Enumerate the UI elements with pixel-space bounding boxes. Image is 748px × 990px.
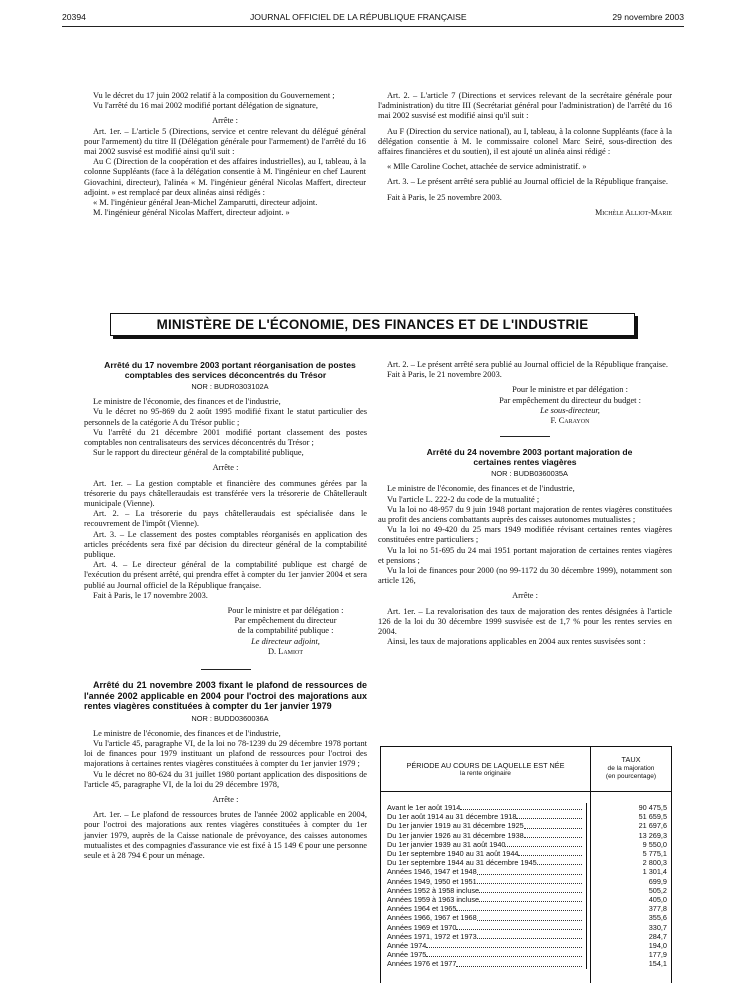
paragraph: Vu la loi no 48-957 du 9 juin 1948 portant majoration de rentes viagères constituées au profit des anciens combattants auprès des caisses autonomes mutualistes ;	[378, 504, 672, 525]
signature-line: de la comptabilité publique :	[237, 626, 334, 636]
signature-line: Par empêchement du directeur	[234, 616, 337, 626]
period-label: Années 1971, 1972 et 1973	[387, 931, 477, 941]
leader-dots	[477, 932, 582, 939]
table-row	[387, 959, 582, 968]
leader-dots	[460, 803, 582, 810]
period-cell	[387, 867, 582, 876]
journal-title: JOURNAL OFFICIEL DE LA RÉPUBLIQUE FRANÇAISE	[250, 12, 467, 22]
article-4: Art. 4. – Le directeur général de la comptabilité publique est chargé de l'exécution du présent arrêté, qui prendra effet à compter du 1er janvier 2004 et sera publié au Journal officiel de la République française.	[84, 560, 367, 590]
rate-header-title: TAUX	[621, 755, 641, 765]
rate-cell: 177,9	[648, 950, 667, 960]
ministry-title: MINISTÈRE DE L'ÉCONOMIE, DES FINANCES ET DE L'INDUSTRIE	[156, 317, 589, 332]
period-cell	[387, 950, 582, 959]
nor-reference: NOR : BUDR0303102A	[191, 382, 269, 391]
leader-dots	[477, 913, 582, 920]
table-row	[387, 904, 582, 913]
paragraph: Vu la loi no 51-695 du 24 mai 1951 portant majoration de certaines rentes viagères et pensions ;	[378, 545, 672, 565]
paragraph: Le ministre de l'économie, des finances et de l'industrie,	[387, 484, 575, 494]
signature-block	[468, 385, 672, 426]
table-row	[587, 821, 667, 830]
leader-dots	[456, 923, 582, 930]
table-row	[387, 886, 582, 895]
arrete-title: Arrêté du 21 novembre 2003 fixant le plafond de ressources de l'année 2002 applicable en 2004 pour l'octroi des majorations aux rentes viagères constituées à compter du 1er janvier 1979	[84, 680, 367, 712]
table-row	[387, 923, 582, 932]
period-cell	[387, 858, 582, 867]
section-divider	[500, 436, 550, 437]
period-label: Années 1969 et 1970	[387, 922, 457, 932]
period-cell	[387, 932, 582, 941]
paragraph: M. l'ingénieur général Nicolas Maffert, directeur adjoint. »	[93, 208, 290, 218]
period-cell	[387, 959, 582, 968]
table-row	[587, 895, 667, 904]
top-right-column	[378, 91, 672, 218]
table-row	[387, 941, 582, 950]
table-row	[587, 840, 667, 849]
table-row	[387, 803, 582, 812]
article-1: Art. 1er. – L'article 5 (Directions, service et centre relevant du délégué général pour l'armement) du titre II (Délégation générale pour l'armement) de l'arrêté du 16 mai 2002 susvisé est modifié ainsi qu'il suit :	[84, 126, 366, 157]
signature-line: Par empêchement du directeur du budget :	[499, 395, 641, 405]
paragraph: Vu l'article 45, paragraphe VI, de la loi no 78-1239 du 29 décembre 1978 portant loi de finances pour 1979 instituant un plafond de ressources pour l'octroi des majorations à certaines rentes viagères constituées à compter du 1er janvier 1979 ;	[84, 738, 367, 769]
article-2: Art. 2. – La trésorerie du pays châtelleraudais est spécialisée dans le recouvrement de l'impôt (Vienne).	[84, 509, 367, 529]
arrete-title: Arrêté du 24 novembre 2003 portant majoration de certaines rentes viagères	[426, 447, 633, 468]
period-cell	[387, 840, 582, 849]
nor-reference: NOR : BUDB0360035A	[491, 469, 568, 479]
period-label: Années 1964 et 1965	[387, 904, 457, 914]
table-row	[587, 858, 667, 867]
leader-dots	[477, 877, 582, 884]
paragraph: Vu l'arrêté du 16 mai 2002 modifié portant délégation de signature,	[93, 101, 318, 111]
paragraph: Vu la loi no 49-420 du 25 mars 1949 modifiée révisant certaines rentes viagères constituées entre particuliers ;	[378, 525, 672, 545]
table-row	[587, 886, 667, 895]
period-cell	[387, 831, 582, 840]
table-row	[587, 941, 667, 950]
period-label: Avant le 1er août 1914	[387, 803, 461, 812]
nor-reference: NOR : BUDD0360036A	[191, 713, 269, 723]
period-label: Du 1er janvier 1939 au 31 août 1940	[387, 839, 506, 849]
paragraph: Fait à Paris, le 21 novembre 2003.	[387, 370, 502, 380]
bottom-left-column	[84, 360, 367, 861]
rate-cell: 51 659,5	[638, 812, 667, 822]
ministry-banner	[110, 313, 635, 336]
rate-cell: 194,0	[648, 941, 667, 951]
rate-cell: 699,9	[648, 876, 667, 886]
rate-column	[587, 803, 671, 969]
issue-date: 29 novembre 2003	[612, 12, 684, 22]
table-column-rule	[590, 791, 591, 983]
page-header	[62, 12, 684, 24]
rates-table-header	[381, 747, 671, 792]
paragraph: Au C (Direction de la coopération et des affaires industrielles), au I, tableau, à la colonne Suppléants (face à la délégation consentie à M. l'ingénieur en chef Laurent Giovachini, directeur), l'alinéa « M. l'ingénieur général Nicolas Maffert, directeur adjoint. » est remplacé par deux alinéas ainsi rédigés :	[84, 157, 366, 197]
signatory: D. Lamiot	[267, 646, 303, 656]
section-divider	[201, 669, 251, 670]
article-1: Art. 1er. – La gestion comptable et financière des communes gérées par la trésorerie du pays châtelleraudais est transférée vers la trésorerie de Châtellerault municipale (Vienne).	[84, 478, 367, 509]
signatory: F. Carayon	[550, 416, 590, 426]
rate-cell: 330,7	[648, 922, 667, 932]
signature-line: Le sous-directeur,	[540, 405, 600, 415]
article-1: Art. 1er. – La revalorisation des taux de majoration des rentes désignées à l'article 126 de la loi du 30 décembre 1999 susvisée est de 1,7 % pour les rentes servies en 2004.	[378, 606, 672, 637]
period-label: Du 1er janvier 1926 au 31 décembre 1938	[387, 830, 524, 840]
paragraph: Vu la loi de finances pour 2000 (no 99-1172 du 30 décembre 1999), notamment son article 126,	[378, 566, 672, 586]
table-row	[587, 877, 667, 886]
article-3: Art. 3. – Le présent arrêté sera publié au Journal officiel de la République française.	[387, 177, 668, 187]
signature: Michèle Alliot-Marie	[595, 207, 672, 217]
paragraph: Le ministre de l'économie, des finances et de l'industrie,	[93, 728, 281, 738]
period-cell	[387, 877, 582, 886]
period-cell	[387, 941, 582, 950]
table-row	[387, 812, 582, 821]
period-cell	[387, 803, 582, 812]
paragraph: Vu le décret no 95-869 du 2 août 1995 modifié fixant le statut particulier des personnels de la catégorie A du Trésor public ;	[84, 407, 367, 427]
rate-list	[587, 803, 667, 969]
table-row	[587, 849, 667, 858]
leader-dots	[516, 812, 582, 819]
page-number: 20394	[62, 12, 86, 22]
period-label: Années 1946, 1947 et 1948	[387, 867, 477, 877]
signature-line: Le directeur adjoint,	[251, 636, 320, 646]
paragraph: Ainsi, les taux de majorations applicables en 2004 aux rentes susvisées sont :	[387, 637, 646, 647]
rate-cell: 405,0	[648, 895, 667, 905]
period-label: Années 1949, 1950 et 1951	[387, 876, 477, 886]
period-cell	[387, 849, 582, 858]
signature-block	[204, 606, 367, 657]
table-row	[387, 840, 582, 849]
table-row	[387, 831, 582, 840]
table-row	[387, 821, 582, 830]
rate-cell: 505,2	[648, 885, 667, 895]
article-2: Art. 2. – L'article 7 (Directions et services relevant de la secrétaire générale pour l'administration) du titre III (Secrétariat général pour l'administration) de l'arrêté du 16 mai 2002 susvisé est modifié ainsi qu'il suit :	[378, 91, 672, 121]
period-label: Du 1er août 1914 au 31 décembre 1918	[387, 812, 517, 822]
period-header-sub: la rente originaire	[460, 770, 511, 777]
leader-dots	[456, 959, 582, 966]
rate-cell: 90 475,5	[638, 803, 667, 812]
rate-header-sub: de la majoration	[607, 764, 655, 772]
table-row	[587, 932, 667, 941]
signature-line: Pour le ministre et par délégation :	[227, 606, 344, 616]
signature-line: Pour le ministre et par délégation :	[512, 385, 628, 395]
rate-cell: 154,1	[648, 959, 667, 969]
paragraph: « M. l'ingénieur général Jean-Michel Zamparutti, directeur adjoint.	[93, 198, 318, 208]
paragraph: Vu l'article L. 222-2 du code de la mutualité ;	[387, 494, 540, 504]
leader-dots	[518, 849, 582, 856]
period-label: Du 1er septembre 1940 au 31 août 1944	[387, 849, 519, 859]
leader-dots	[426, 950, 582, 957]
period-label: Du 1er janvier 1919 au 31 décembre 1925	[387, 821, 524, 831]
table-row	[387, 877, 582, 886]
header-rule	[62, 26, 684, 27]
leader-dots	[537, 858, 582, 865]
paragraph: Sur le rapport du directeur général de la comptabilité publique,	[93, 448, 304, 458]
period-label: Années 1966, 1967 et 1968	[387, 913, 477, 923]
rate-header-sub: (en pourcentage)	[605, 773, 657, 781]
period-cell	[387, 913, 582, 922]
period-label: Années 1952 à 1958 incluse	[387, 885, 480, 895]
period-cell	[387, 886, 582, 895]
table-row	[587, 867, 667, 876]
period-label: Année 1975	[387, 950, 427, 960]
rates-table-body	[381, 792, 671, 969]
leader-dots	[479, 895, 582, 902]
period-column	[381, 803, 587, 969]
arrete-label: Arrête :	[212, 795, 239, 804]
arrete-label: Arrête :	[212, 463, 239, 473]
table-row	[587, 803, 667, 812]
period-list	[387, 803, 582, 969]
article-1: Art. 1er. – Le plafond de ressources brutes de l'année 2002 applicable en 2004, pour l'octroi des majorations aux rentes viagères constituées à compter du 1er janvier 1979, auprès de la Caisse nationale de prévoyance, des caisses autonomes mutualistes et des compagnies d'assurance vie est fixé à 15 149 € pour une personne seule et à 28 794 € pour un ménage.	[84, 810, 367, 861]
arrete-title: Arrêté du 17 novembre 2003 portant réorganisation de postes comptables des services déconcentrés du Trésor	[104, 360, 356, 380]
paragraph: Fait à Paris, le 25 novembre 2003.	[387, 192, 502, 202]
rates-table	[380, 746, 672, 983]
table-row	[387, 867, 582, 876]
arrete-label: Arrête :	[212, 116, 238, 126]
rate-cell: 2 800,3	[642, 858, 667, 868]
period-label: Année 1974	[387, 941, 427, 951]
period-label: Années 1959 à 1963 incluse	[387, 895, 480, 905]
table-row	[587, 904, 667, 913]
arrete-label: Arrête :	[512, 591, 538, 601]
top-left-column	[84, 91, 366, 218]
leader-dots	[524, 821, 582, 828]
paragraph: Le ministre de l'économie, des finances et de l'industrie,	[93, 397, 281, 407]
period-cell	[387, 895, 582, 904]
paragraph: Au F (Direction du service national), au I, tableau, à la colonne Suppléants (face à la délégation consentie à M. le commissaire colonel Marc Seiré, sous-direction des affaires financières et du soutien), il est ajouté un alinéa ainsi rédigé :	[378, 126, 672, 157]
table-row	[387, 913, 582, 922]
rate-cell: 5 775,1	[642, 849, 667, 859]
table-row	[387, 895, 582, 904]
rate-header	[591, 747, 671, 791]
rate-cell: 21 697,6	[638, 821, 667, 831]
rate-cell: 1 301,4	[642, 867, 667, 877]
bottom-right-column	[378, 360, 672, 647]
paragraph: Vu le décret no 80-624 du 31 juillet 1980 portant application des dispositions de l'article 45, paragraphe VI, de la loi du 29 décembre 1978,	[84, 769, 367, 789]
table-row	[587, 923, 667, 932]
period-cell	[387, 821, 582, 830]
article-2: Art. 2. – Le présent arrêté sera publié au Journal officiel de la République française.	[387, 360, 668, 369]
table-row	[387, 932, 582, 941]
period-cell	[387, 923, 582, 932]
table-row	[387, 858, 582, 867]
table-row	[587, 812, 667, 821]
leader-dots	[426, 941, 582, 948]
period-header	[381, 747, 591, 791]
leader-dots	[505, 840, 582, 847]
table-row	[387, 950, 582, 959]
leader-dots	[479, 886, 582, 893]
article-3: Art. 3. – Le classement des postes comptables réorganisés en application des articles précédents sera fixé par décision du directeur général de la comptabilité publique.	[84, 529, 367, 560]
period-cell	[387, 812, 582, 821]
leader-dots	[477, 867, 582, 874]
period-header-title: PÉRIODE AU COURS DE LAQUELLE EST NÉE	[406, 761, 565, 770]
period-label: Du 1er septembre 1944 au 31 décembre 1945	[387, 858, 537, 868]
period-cell	[387, 904, 582, 913]
rate-cell: 13 269,3	[638, 830, 667, 840]
table-row	[587, 831, 667, 840]
table-row	[587, 950, 667, 959]
table-row	[587, 959, 667, 968]
table-row	[387, 849, 582, 858]
table-row	[587, 913, 667, 922]
period-label: Années 1976 et 1977	[387, 959, 457, 969]
leader-dots	[524, 831, 582, 838]
paragraph: Fait à Paris, le 17 novembre 2003.	[93, 590, 208, 600]
paragraph: Vu le décret du 17 juin 2002 relatif à la composition du Gouvernement ;	[93, 91, 335, 100]
rate-cell: 9 550,0	[642, 839, 667, 849]
rate-cell: 355,6	[648, 913, 667, 923]
paragraph: Vu l'arrêté du 21 décembre 2001 modifié portant classement des postes comptables non centralisateurs des services déconcentrés du Trésor ;	[84, 427, 367, 448]
leader-dots	[456, 904, 582, 911]
rate-cell: 377,8	[648, 904, 667, 914]
rate-cell: 284,7	[648, 931, 667, 941]
paragraph: « Mlle Caroline Cochet, attachée de service administratif. »	[387, 162, 587, 172]
